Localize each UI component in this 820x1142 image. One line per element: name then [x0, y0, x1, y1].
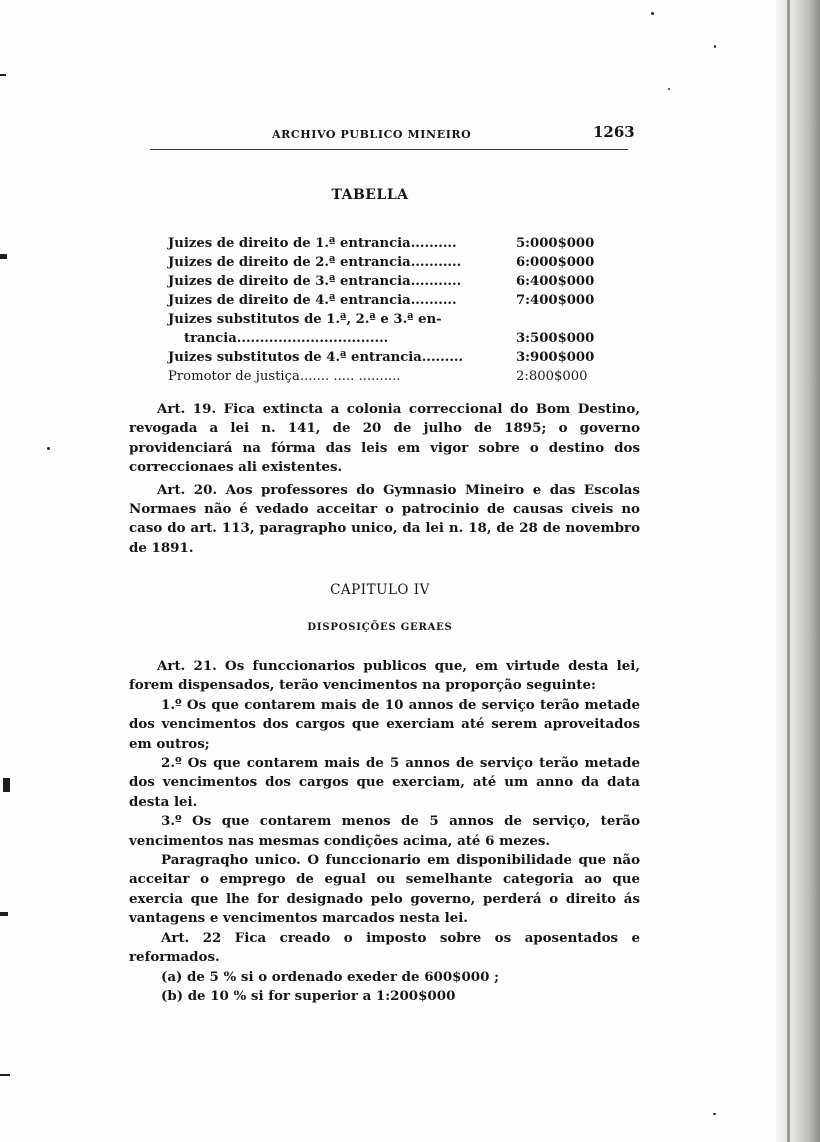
- table-row: [168, 329, 616, 348]
- page-binding-line: [787, 0, 790, 1142]
- scan-speck: [668, 88, 670, 90]
- page-edge-shadow: [776, 0, 820, 1142]
- article-paragraph: Art. 22 Fica creado o imposto sobre os aposentados e reformados.: [129, 929, 640, 966]
- scan-mark: [0, 74, 6, 76]
- salary-table: [168, 234, 616, 386]
- row-label: trancia.................................: [184, 331, 389, 346]
- scan-mark: [0, 1074, 10, 1076]
- row-label: Promotor de justiça....... ..... ..........: [168, 369, 401, 384]
- scan-speck: [714, 45, 716, 48]
- row-value: 3:900$000: [516, 350, 595, 365]
- table-row: [168, 272, 616, 291]
- scan-mark: [0, 912, 8, 916]
- article-paragraph: Paragraqho unico. O funccionario em disponibilidade que não acceitar o emprego de egual ou semelhante categoria ao que exercia que lhe for designado pelo governo, perderá o direito ás vantagens e vencimentos marcados nesta lei.: [129, 852, 640, 927]
- row-label: Juizes substitutos de 1.ª, 2.ª e 3.ª en-: [168, 312, 442, 327]
- row-value: 6:000$000: [516, 255, 595, 270]
- table-title: TABELLA: [331, 187, 409, 203]
- table-row: [168, 367, 616, 386]
- article-paragraph: Art. 19. Fica extincta a colonia correccional do Bom Destino, revogada a lei n. 141, de 20 de julho de 1895; o governo providenciará na fórma das leis em vigor sobre o destino dos correccionaes ali existentes.: [129, 401, 640, 476]
- table-row: [168, 310, 616, 329]
- table-row: [168, 234, 616, 253]
- row-label: Juizes de direito de 3.ª entrancia...........: [168, 274, 462, 289]
- scan-speck: [47, 447, 50, 450]
- scan-mark: [0, 254, 7, 259]
- scan-speck: [713, 1113, 716, 1115]
- header-rule: [150, 149, 628, 150]
- article-item: 3.º Os que contarem menos de 5 annos de serviço, terão vencimentos nas mesmas condições acima, até 6 mezes.: [129, 813, 640, 849]
- row-value: 3:500$000: [516, 331, 595, 346]
- articles-top: [129, 400, 640, 558]
- scan-mark: [3, 778, 10, 792]
- article-item: (b) de 10 % si for superior a 1:200$000: [161, 987, 456, 1004]
- article-item: 2.º Os que contarem mais de 5 annos de serviço terão metade dos vencimentos dos cargos que exerciam, até um anno da data desta lei.: [129, 755, 640, 810]
- article-item: 1.º Os que contarem mais de 10 annos de serviço terão metade dos vencimentos dos cargos que exerciam até serem aproveitados em outros;: [129, 696, 640, 752]
- row-label: Juizes de direito de 1.ª entrancia..........: [168, 236, 457, 251]
- article-paragraph: Art. 20. Aos professores do Gymnasio Mineiro e das Escolas Normaes não é vedado acceitar o patrocinio de causas civeis no caso do art. 113, paragrapho unico, da lei n. 18, de 28 de novembro de 1891.: [129, 481, 640, 556]
- row-value: 5:000$000: [516, 236, 595, 251]
- article-item: (a) de 5 % si o ordenado exeder de 600$000 ;: [161, 968, 500, 985]
- chapter-title: CAPITULO IV: [330, 582, 430, 598]
- scan-speck: [651, 12, 654, 15]
- row-value: 6:400$000: [516, 274, 595, 289]
- articles-bottom: [129, 657, 640, 1006]
- row-label: Juizes substitutos de 4.ª entrancia.........: [168, 350, 464, 365]
- article-paragraph: Art. 21. Os funccionarios publicos que, em virtude desta lei, forem dispensados, terão vencimentos na proporção seguinte:: [129, 658, 640, 694]
- row-label: Juizes de direito de 4.ª entrancia..........: [168, 293, 457, 308]
- running-title: ARCHIVO PUBLICO MINEIRO: [272, 128, 472, 141]
- row-value: 2:800$000: [516, 369, 588, 384]
- chapter-subtitle: DISPOSIÇÕES GERAES: [307, 622, 453, 633]
- row-label: Juizes de direito de 2.ª entrancia...........: [168, 255, 462, 270]
- table-row: [168, 291, 616, 310]
- table-row: [168, 253, 616, 272]
- row-value: 7:400$000: [516, 293, 595, 308]
- page-number: 1263: [593, 123, 635, 141]
- table-row: [168, 348, 616, 367]
